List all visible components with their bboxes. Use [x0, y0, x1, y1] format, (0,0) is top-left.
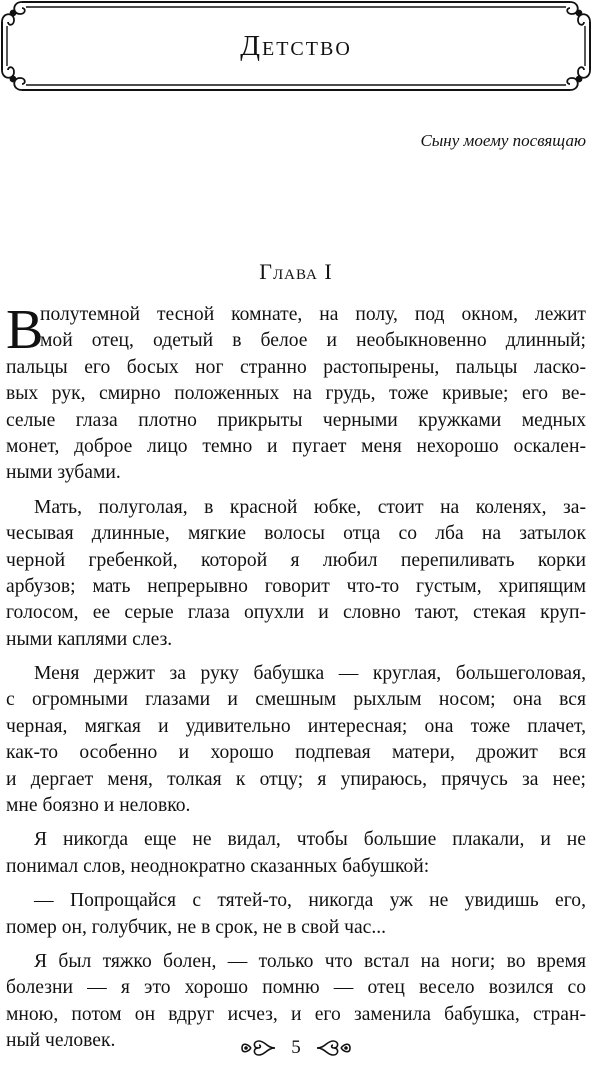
text-line: чесывая длинные, мягкие волосы отца со лба на затылок — [6, 523, 586, 545]
text-line: как-то особенно и хорошо подпевая матери, дрожит вся — [6, 742, 586, 764]
text-line: вых рук, смирно положенных на грудь, тоже кривые; его ве- — [6, 383, 586, 405]
text-line: монет, доброе лицо темно и пугает меня нехорошо оскален- — [6, 435, 586, 457]
text-line: черной гребенкой, которой я любил перепиливать корки — [6, 549, 586, 571]
paragraph-gap — [6, 880, 586, 888]
text-line: голосом, ее серые глаза опухли и словно тают, стекая круп- — [6, 602, 586, 624]
text-line: помер он, голубчик, не в срок, не в свой час... — [6, 916, 387, 938]
text-line: с огромными глазами и смешным рыхлым носом; она вся — [6, 689, 586, 711]
chapter-heading: Глава I — [259, 259, 333, 284]
chapter-title-frame — [0, 0, 592, 96]
text-line: Я никогда еще не видал, чтобы большие плакали, и не — [34, 829, 586, 851]
paragraph-gap — [6, 653, 586, 661]
text-line: селые глаза плотно прикрыты черными кружками медных — [6, 409, 586, 431]
text-line: мною, потом он вдруг исчез, и его заменила бабушка, стран- — [6, 1003, 586, 1025]
text-line: ными каплями слез. — [6, 628, 173, 650]
text-line: и дергает меня, толкая к отцу; я упираюсь, прячусь за нее; — [6, 768, 586, 790]
page-number: 5 — [291, 1037, 301, 1058]
text-line: полутемной тесной комнате, на полу, под окном, лежит — [40, 304, 586, 325]
page-footer — [0, 1036, 592, 1064]
paragraph-gap — [6, 819, 586, 827]
fleuron-right-icon — [315, 1037, 353, 1059]
text-line: понимал слов, неоднократно сказанных бабушкой: — [6, 855, 430, 877]
text-line: арбузов; мать непрерывно говорит что-то густым, хрипящим — [6, 575, 586, 597]
chapter-text — [6, 299, 586, 1055]
text-line: Мать, полуголая, в красной юбке, стоит на коленях, за- — [34, 496, 586, 518]
text-line: — Попрощайся с тятей-то, никогда уж не увидишь его, — [34, 890, 586, 912]
text-line: пальцы его босых ног странно растопырены, пальцы ласко- — [6, 356, 586, 378]
text-line: болезни — я это хорошо помню — отец весело возился со — [6, 977, 586, 999]
text-line: ными зубами. — [6, 462, 121, 484]
text-line: мой отец, одетый в белое и необыкновенно длинный; — [40, 330, 586, 352]
text-line: Я был тяжко болен, — только что встал на ноги; во время — [34, 950, 586, 972]
fleuron-left-icon — [239, 1037, 277, 1059]
paragraph-gap — [6, 941, 586, 949]
text-line: ный человек. — [6, 1030, 116, 1052]
text-line: черная, мягкая и удивительно интересная; она тоже плачет, — [6, 715, 586, 737]
paragraph-gap — [6, 487, 586, 495]
text-line: мне боязно и неловко. — [6, 795, 191, 817]
dedication: Сыну моему посвящаю — [420, 131, 586, 150]
chapter-title: Детство — [240, 30, 352, 62]
drop-cap: В — [6, 299, 44, 361]
text-line: Меня держит за руку бабушка — круглая, большеголовая, — [34, 663, 586, 685]
